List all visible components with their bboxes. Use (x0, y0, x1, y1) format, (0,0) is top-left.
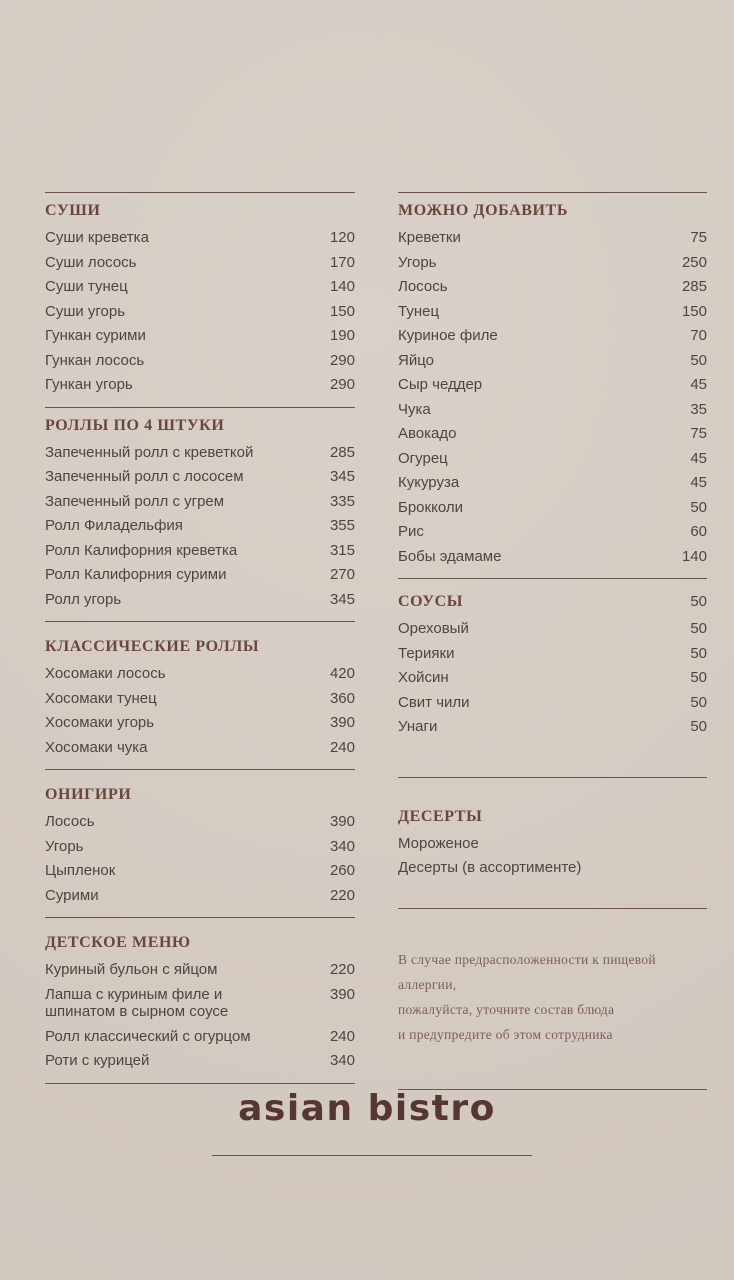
menu-item (398, 401, 707, 419)
menu-item-price: 360 (329, 689, 355, 707)
menu-item-name: Суши тунец (45, 278, 128, 295)
menu-item (45, 986, 355, 1021)
menu-item (45, 303, 355, 321)
menu-section (45, 917, 355, 1083)
menu-item (45, 566, 355, 584)
menu-item (45, 690, 355, 708)
menu-item-name: Куриное филе (398, 327, 498, 344)
menu-item-price: 140 (329, 278, 355, 295)
menu-item-name: Гункан угорь (45, 376, 133, 393)
menu-item-name: Сыр чеддер (398, 376, 483, 393)
brand-logo: asian bistro (238, 1088, 496, 1129)
logo-underline (212, 1155, 532, 1156)
menu-item (45, 229, 355, 247)
section-header (45, 638, 355, 656)
menu-item-name: Гункан сурими (45, 327, 146, 344)
menu-item-name: Креветки (398, 229, 461, 246)
menu-item (45, 665, 355, 683)
menu-item-price: 170 (329, 253, 355, 271)
menu-item (398, 376, 707, 394)
menu-item-name: Ролл Калифорния сурими (45, 566, 227, 583)
menu-item-name: Лосось (45, 813, 95, 830)
menu-item (398, 327, 707, 345)
menu-item-name: Суши угорь (45, 302, 126, 320)
section-header (398, 202, 707, 220)
menu-item-price: 260 (329, 862, 355, 879)
section-header (398, 593, 707, 611)
menu-item-price: 390 (329, 714, 355, 731)
menu-item-price: 50 (690, 669, 707, 686)
menu-item (45, 352, 355, 370)
menu-item (398, 645, 707, 663)
section-header (45, 786, 355, 804)
menu-item-name: Кукуруза (398, 474, 460, 491)
menu-item (398, 425, 707, 443)
menu-item-name: Лосось (398, 278, 448, 295)
menu-item-price: 45 (690, 449, 707, 467)
menu-item-price: 270 (329, 566, 355, 583)
menu-item-name: Запеченный ролл с угрем (45, 492, 225, 510)
menu-item (45, 493, 355, 511)
menu-item (398, 474, 707, 492)
menu-item-name: Терияки (398, 644, 455, 662)
menu-item-name: Хосомаки чука (45, 738, 148, 756)
menu-item-price: 390 (329, 813, 355, 830)
menu-section (45, 192, 355, 407)
menu-item (45, 739, 355, 757)
section-title-price: 50 (690, 593, 707, 610)
menu-item (45, 591, 355, 609)
menu-item-price: 240 (329, 1027, 355, 1045)
menu-item-name: Ролл классический с огурцом (45, 1027, 251, 1045)
section-header (45, 202, 355, 220)
menu-item-name: Суши креветка (45, 229, 149, 246)
section-title: КЛАССИЧЕСКИЕ РОЛЛЫ (45, 638, 260, 655)
menu-item (398, 229, 707, 247)
menu-item (45, 542, 355, 560)
menu-item-price: 150 (681, 302, 707, 320)
menu-item-price: 345 (329, 468, 355, 485)
menu-item-price: 50 (690, 498, 707, 516)
menu-item-name: Ролл угорь (45, 590, 122, 608)
menu-item (398, 303, 707, 321)
allergy-note-line: и предупредите об этом сотрудника (398, 1026, 613, 1042)
menu-item (398, 835, 707, 853)
menu-item-price: 340 (329, 1052, 355, 1069)
allergy-note-line: пожалуйста, уточните состав блюда (398, 1001, 615, 1017)
menu-section (398, 192, 707, 578)
menu-item-name: Роти с курицей (45, 1052, 150, 1069)
menu-item-name: Чука (398, 400, 431, 418)
menu-item-price: 285 (681, 278, 707, 295)
menu-item (45, 254, 355, 272)
menu-item (45, 444, 355, 462)
menu-item (398, 548, 707, 566)
menu-item-name: Гункан лосось (45, 351, 145, 369)
menu-item-name: Хосомаки тунец (45, 689, 157, 707)
menu-item-price: 335 (329, 492, 355, 510)
menu-column-left (45, 192, 355, 1084)
menu-item-price: 75 (690, 425, 707, 442)
menu-item-price: 220 (329, 961, 355, 978)
menu-item-price: 50 (690, 351, 707, 369)
menu-item (398, 620, 707, 638)
menu-item-price: 315 (329, 541, 355, 559)
menu-item-name: Рис (398, 523, 424, 540)
menu-item-name: Унаги (398, 718, 438, 735)
menu-section (45, 621, 355, 769)
menu-item-name: Цыпленок (45, 862, 116, 879)
menu-item (398, 523, 707, 541)
menu-item-name: Тунец (398, 302, 440, 320)
brand (0, 1088, 734, 1129)
menu-item (45, 887, 355, 905)
menu-item-price: 45 (690, 376, 707, 393)
menu-item (398, 499, 707, 517)
menu-item-price: 220 (329, 886, 355, 904)
menu-item (45, 862, 355, 880)
menu-item (398, 694, 707, 712)
menu-item-price: 50 (690, 644, 707, 662)
menu-item-name: Десерты (в ассортименте) (398, 859, 582, 876)
section-title: ДЕСЕРТЫ (398, 807, 483, 825)
menu-item-price: 45 (690, 474, 707, 491)
section-title: РОЛЛЫ ПО 4 ШТУКИ (45, 416, 225, 434)
menu-item-price: 345 (329, 590, 355, 608)
menu-item-name: Сурими (45, 886, 99, 904)
menu-item (45, 327, 355, 345)
menu-item-name: Авокадо (398, 425, 457, 442)
menu-section (45, 407, 355, 622)
menu-item-price: 355 (329, 517, 355, 534)
menu-item-price: 290 (329, 376, 355, 393)
menu-column-right (398, 192, 707, 1090)
section-header (45, 417, 355, 435)
menu-item-price: 290 (329, 351, 355, 369)
menu-section (398, 777, 707, 908)
menu-item (45, 961, 355, 979)
menu-item (398, 450, 707, 468)
menu-item-name: Хойсин (398, 669, 449, 686)
menu-item (45, 517, 355, 535)
section-header (45, 934, 355, 952)
menu-item-price: 150 (329, 302, 355, 320)
menu-item-name: Угорь (45, 837, 84, 855)
allergy-note (398, 908, 707, 1089)
menu-item-price: 140 (681, 547, 707, 565)
menu-item-name: Запеченный ролл с креветкой (45, 443, 254, 461)
section-divider (45, 1083, 355, 1084)
menu-item-price: 75 (690, 229, 707, 246)
menu-item-name: Суши лосось (45, 253, 137, 271)
menu-item-price: 50 (690, 693, 707, 711)
menu-item-price: 190 (329, 327, 355, 344)
section-header (398, 808, 707, 826)
menu-item-name: Ролл Филадельфия (45, 517, 183, 534)
section-title: МОЖНО ДОБАВИТЬ (398, 202, 569, 219)
menu-item-price: 340 (329, 837, 355, 855)
menu-item-price: 60 (690, 523, 707, 540)
menu-item-price: 240 (329, 738, 355, 756)
menu-section (45, 769, 355, 917)
section-title: СОУСЫ (398, 593, 464, 610)
menu-item-price: 35 (690, 400, 707, 418)
menu-item-price: 70 (690, 327, 707, 344)
menu-item-name: Запеченный ролл с лососем (45, 468, 244, 485)
menu-item (45, 468, 355, 486)
menu-item-name: Ролл Калифорния креветка (45, 541, 238, 559)
menu-item (398, 669, 707, 687)
menu-item (45, 1052, 355, 1070)
menu-item (45, 838, 355, 856)
menu-item-name: Куриный бульон с яйцом (45, 961, 218, 978)
allergy-note-line: В случае предрасположенности к пищевой аллергии, (398, 951, 656, 992)
menu-item-name: Яйцо (398, 351, 434, 369)
menu-item-name: Свит чили (398, 693, 470, 711)
menu-item-name: Бобы эдамаме (398, 547, 502, 565)
menu-item-name: Ореховый (398, 620, 469, 637)
menu-item-name: Огурец (398, 449, 448, 467)
section-title: ОНИГИРИ (45, 786, 132, 803)
section-title: СУШИ (45, 202, 101, 219)
menu-item (45, 1028, 355, 1046)
menu-item (398, 278, 707, 296)
menu-item-name: Угорь (398, 253, 437, 271)
menu-item-name: Хосомаки лосось (45, 665, 166, 682)
menu-item (398, 718, 707, 736)
menu-item-price: 250 (681, 253, 707, 271)
menu-item-name: Хосомаки угорь (45, 714, 155, 731)
menu-item-price: 50 (690, 620, 707, 637)
menu-item-price: 285 (329, 443, 355, 461)
menu-item (398, 859, 707, 877)
menu-item (45, 278, 355, 296)
section-title: ДЕТСКОЕ МЕНЮ (45, 934, 191, 951)
menu-item (45, 376, 355, 394)
menu-item-price: 120 (329, 229, 355, 246)
menu-item-name: Мороженое (398, 834, 479, 852)
menu-item-price: 420 (329, 665, 355, 682)
menu-item (398, 254, 707, 272)
menu-item-name: Брокколи (398, 498, 463, 516)
menu-item-name: Лапша с куриным филе и шпинатом в сырном соусе (45, 985, 229, 1020)
menu-item-price: 50 (690, 718, 707, 735)
menu-item (45, 813, 355, 831)
menu-item (45, 714, 355, 732)
menu-item-price: 390 (329, 985, 355, 1003)
menu-item (398, 352, 707, 370)
menu-section (398, 578, 707, 777)
